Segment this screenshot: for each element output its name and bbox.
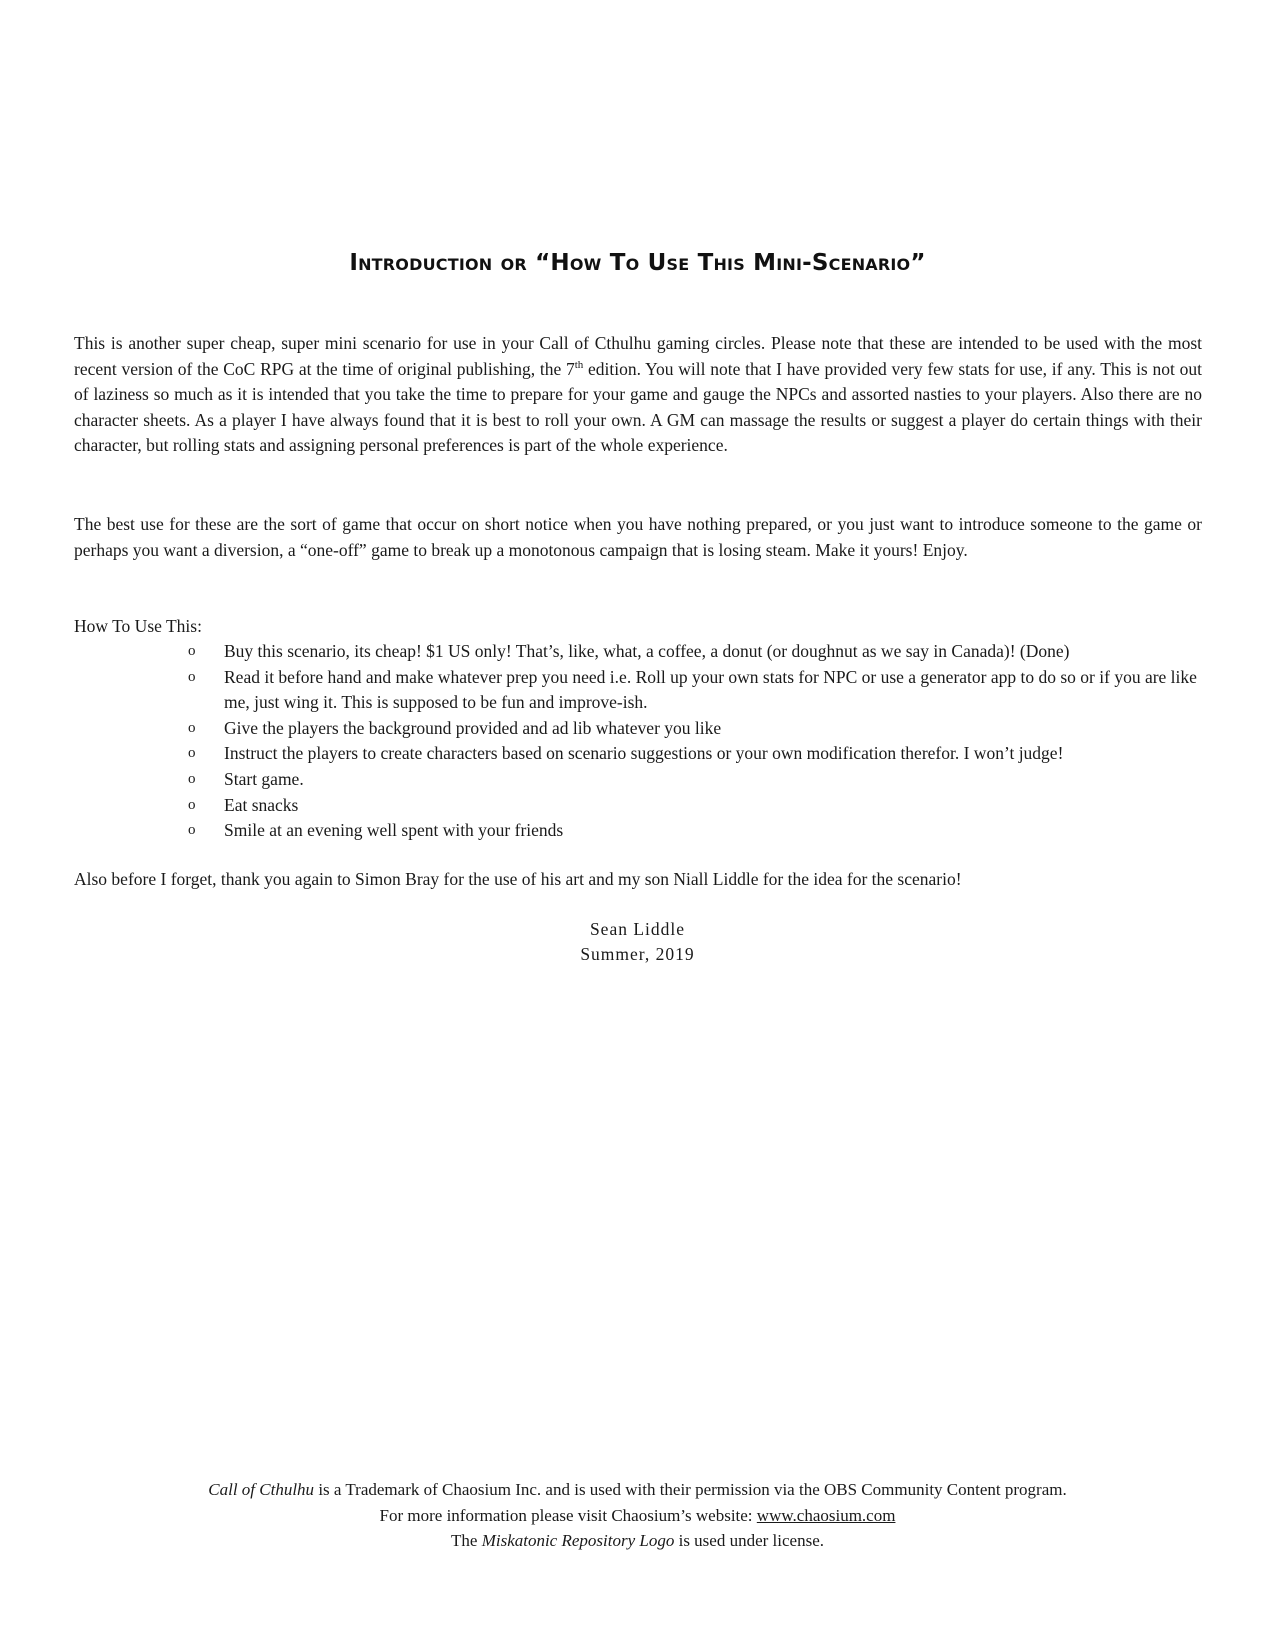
footer-trademark-text: is a Trademark of Chaosium Inc. and is used with their permission via the OBS Community Content program.	[314, 1480, 1067, 1499]
author-date: Summer, 2019	[580, 944, 695, 964]
bullet-icon: o	[188, 822, 196, 839]
howto-steps-list	[74, 639, 1202, 844]
ordinal-superscript: th	[574, 358, 584, 371]
list-item-text: Instruct the players to create characters based on scenario suggestions or your own modification therefor. I won’t judge!	[224, 743, 1064, 764]
list-item-text: Eat snacks	[224, 794, 299, 815]
game-title-italic: Call of Cthulhu	[208, 1480, 315, 1499]
list-item	[74, 665, 1202, 716]
thanks-paragraph: Also before I forget, thank you again to Simon Bray for the use of his art and my son Niall Liddle for the idea for the scenario!	[74, 869, 962, 889]
list-item-text: Start game.	[224, 768, 304, 789]
chaosium-website-link[interactable]: www.chaosium.com	[756, 1505, 896, 1525]
list-item	[74, 741, 1202, 767]
footer-website-line	[0, 1503, 1275, 1529]
footer-logo-suffix: is used under license.	[674, 1531, 824, 1550]
usage-paragraph: The best use for these are the sort of game that occur on short notice when you have nothing prepared, or you just want to introduce someone to the game or perhaps you want a diversion, a “one-off” game to break up a monotonous campaign that is losing steam. Make it yours! Enjoy.	[74, 514, 1202, 560]
list-item	[74, 793, 1202, 819]
list-item	[74, 639, 1202, 665]
footer-trademark-line	[0, 1477, 1275, 1503]
list-item	[74, 767, 1202, 793]
list-item-text: Give the players the background provided and ad lib whatever you like	[224, 717, 722, 738]
footer-logo-line	[0, 1528, 1275, 1554]
bullet-icon: o	[188, 770, 196, 787]
footer-logo-prefix: The	[451, 1531, 482, 1550]
page-title: Introduction or “How To Use This Mini-Scenario”	[349, 250, 926, 276]
intro-paragraph-text: This is another super cheap, super mini scenario for use in your Call of Cthulhu gaming circles. Please note that these are intended to be used with the most recent version of the CoC RPG at the time of original publishing, the 7	[74, 333, 1202, 379]
bullet-icon: o	[188, 643, 196, 659]
intro-paragraph-text-cont: edition. You will note that I have provided very few stats for use, if any. This is not out of laziness so much as it is intended that you take the time to prepare for your game and gauge the NPCs and assorted nasties to your players. Also there are no character sheets. As a player I have always found that it is best to roll your own. A GM can massage the results or suggest a player do certain things with their character, but rolling stats and assigning personal preferences is part of the whole experience.	[74, 358, 1202, 456]
bullet-icon: o	[188, 745, 196, 762]
list-item-text: Read it before hand and make whatever prep you need i.e. Roll up your own stats for NPC or use a generator app to do so or if you are like me, just wing it. This is supposed to be fun and improve-ish.	[224, 666, 1197, 713]
list-item	[74, 716, 1202, 742]
list-item	[74, 818, 1202, 844]
logo-name-italic: Miskatonic Repository Logo	[481, 1531, 675, 1550]
bullet-icon: o	[188, 668, 196, 685]
footer-website-text: For more information please visit Chaosium’s website:	[379, 1505, 757, 1525]
trademark-footer	[0, 1477, 1275, 1554]
list-item-text: Smile at an evening well spent with your friends	[224, 820, 564, 841]
howto-heading: How To Use This:	[74, 616, 202, 636]
list-item-text: Buy this scenario, its cheap! $1 US only! That’s, like, what, a coffee, a donut (or doughnut as we say in Canada)! (Done)	[224, 641, 1070, 661]
bullet-icon: o	[188, 796, 196, 813]
intro-paragraph	[74, 331, 1202, 459]
author-name: Sean Liddle	[589, 919, 686, 939]
bullet-icon: o	[188, 719, 196, 736]
